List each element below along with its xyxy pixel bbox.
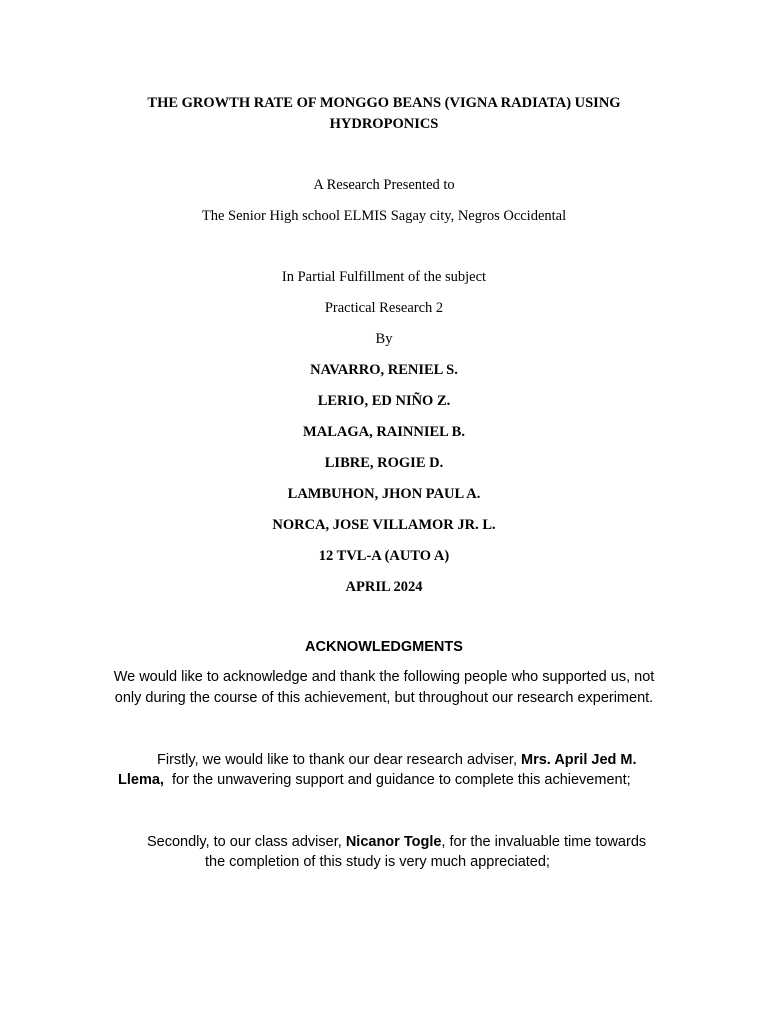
research-adviser-name: Mrs. April Jed M. bbox=[521, 752, 637, 768]
author-name: MALAGA, RAINNIEL B. bbox=[303, 424, 465, 440]
author-name: LIBRE, ROGIE D. bbox=[324, 455, 444, 471]
by-label: By bbox=[375, 331, 393, 347]
title-line-1: THE GROWTH RATE OF MONGGO BEANS (VIGNA RADIATA) USING bbox=[147, 95, 621, 111]
title-line-2: HYDROPONICS bbox=[329, 116, 439, 132]
author-name: NORCA, JOSE VILLAMOR JR. L. bbox=[272, 517, 496, 533]
author-name: LAMBUHON, JHON PAUL A. bbox=[287, 486, 481, 502]
author-name: LERIO, ED NIÑO Z. bbox=[317, 393, 451, 409]
ack-paragraph-2-line-2: the completion of this study is very much appreciated; bbox=[205, 854, 550, 870]
author-name: NAVARRO, RENIEL S. bbox=[310, 362, 458, 378]
fulfillment-line-2: Practical Research 2 bbox=[324, 300, 444, 316]
class-adviser-name: Nicanor Togle bbox=[345, 834, 442, 850]
research-adviser-surname: Llema, bbox=[118, 772, 164, 788]
ack-intro-line-1: We would like to acknowledge and thank the following people who supported us, not bbox=[113, 669, 655, 685]
ack-p1-text-end: for the unwavering support and guidance to complete this achievement; bbox=[163, 772, 631, 788]
ack-paragraph-2-line-1 bbox=[147, 832, 646, 853]
presented-line-1: A Research Presented to bbox=[313, 177, 455, 193]
ack-p2-text: Secondly, to our class adviser, bbox=[147, 834, 346, 850]
ack-paragraph-1-line-2 bbox=[118, 770, 631, 791]
fulfillment-line-1: In Partial Fulfillment of the subject bbox=[281, 269, 487, 285]
ack-intro-line-2: only during the course of this achievement, but throughout our research experiment. bbox=[114, 690, 654, 706]
acknowledgments-heading: ACKNOWLEDGMENTS bbox=[305, 639, 463, 655]
ack-p2-text-mid: , for the invaluable time towards bbox=[441, 834, 647, 850]
ack-paragraph-1-line-1 bbox=[157, 750, 637, 771]
date-label: APRIL 2024 bbox=[345, 579, 423, 595]
ack-p1-text: Firstly, we would like to thank our dear research adviser, bbox=[157, 752, 522, 768]
section-label: 12 TVL-A (AUTO A) bbox=[318, 548, 450, 564]
presented-line-2: The Senior High school ELMIS Sagay city, Negros Occidental bbox=[201, 208, 567, 224]
